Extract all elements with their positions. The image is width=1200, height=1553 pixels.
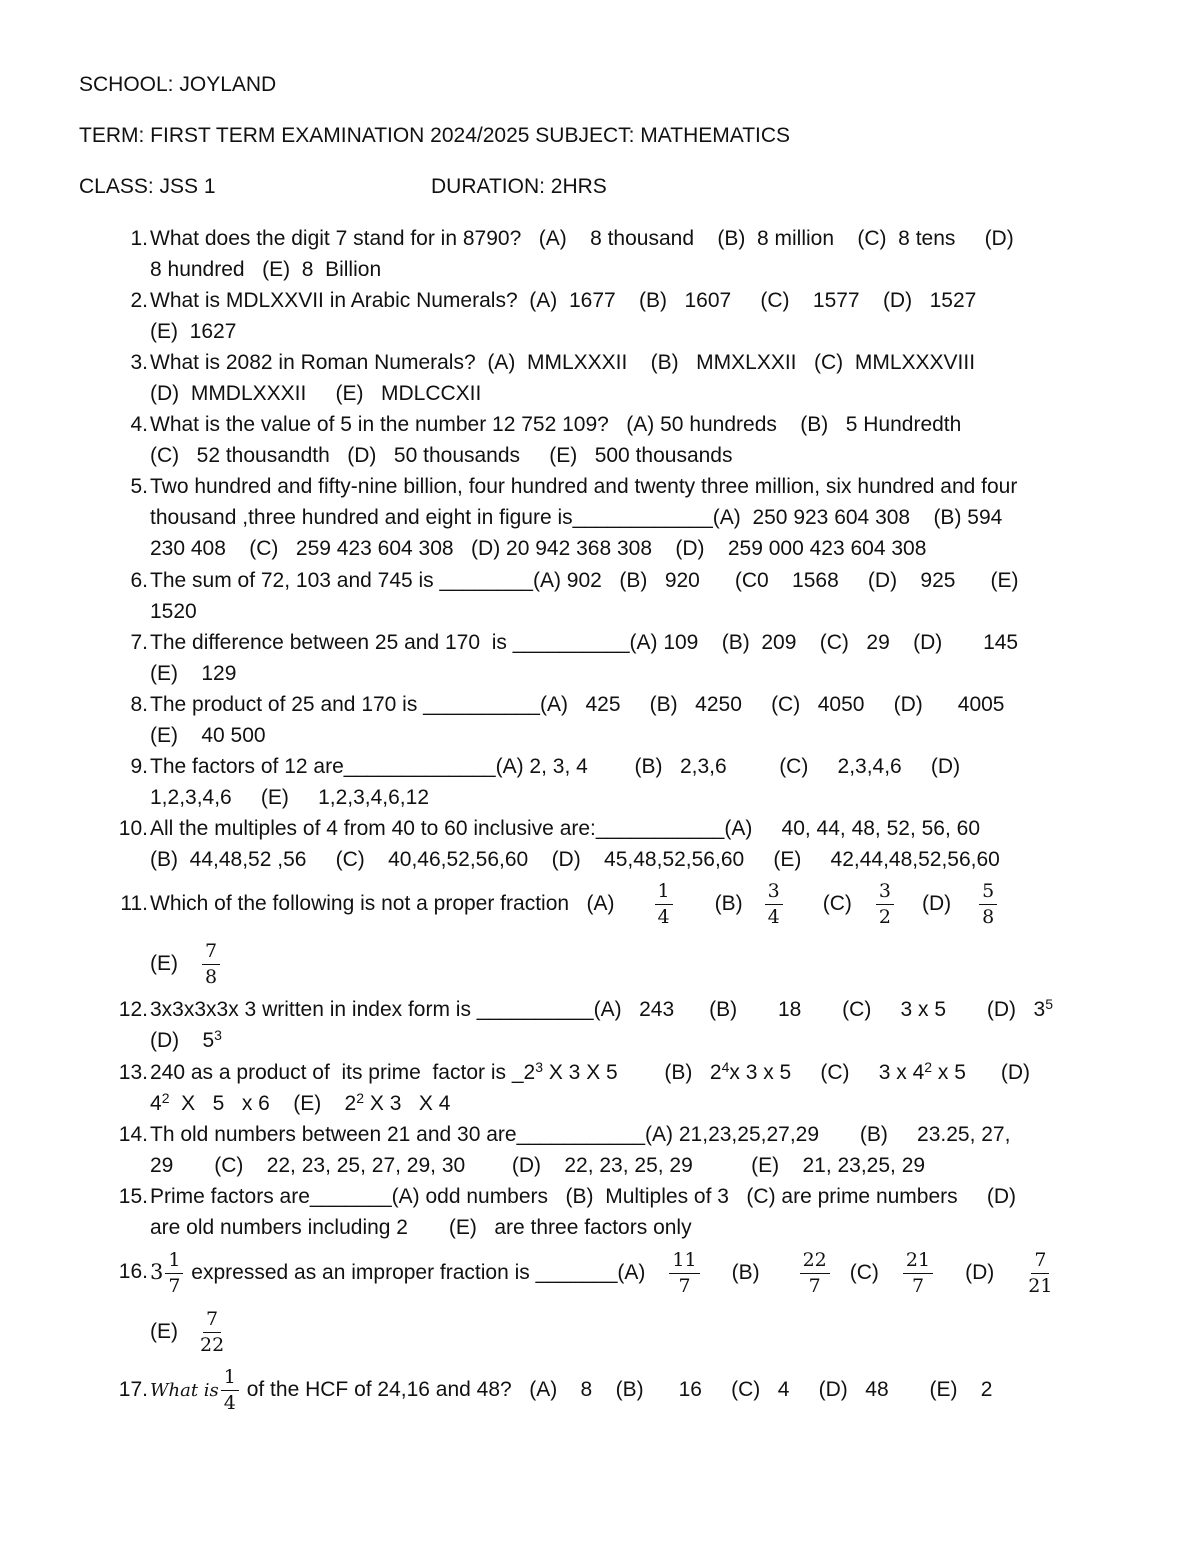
fraction: $\frac{21}{7}$ (903, 1251, 933, 1296)
question-text-line: thousand ,three hundred and eight in figure is____________(A) 250 923 604 308 (B) 594 (150, 506, 1003, 529)
question-text-line (150, 1360, 1135, 1420)
question-text-line: (E) 129 (150, 662, 237, 685)
question-text-line: Th old numbers between 21 and 30 are___________(A) 21,23,25,27,29 (B) 23.25, 27, (150, 1123, 1011, 1146)
fraction: $\frac{3}{4}$ (765, 882, 783, 927)
question-text-line (150, 1302, 1135, 1362)
question-text-line: All the multiples of 4 from 40 to 60 inclusive are:___________(A) 40, 44, 48, 52, 56, 60 (150, 817, 981, 840)
question-number: 1. (130, 227, 148, 250)
question-text-line: 1520 (150, 600, 197, 623)
question-text-line: What is the value of 5 in the number 12 752 109? (A) 50 hundreds (B) 5 Hundredth (150, 413, 962, 436)
question-lead: What is (150, 1380, 219, 1401)
question-text-line: (D) MMDLXXXII (E) MDLCCXII (150, 382, 482, 405)
fraction: $\frac{1}{4}$ (655, 882, 673, 927)
question-text-line: Two hundred and fifty-nine billion, four hundred and twenty three million, six hundred and four (150, 475, 1018, 498)
question-text-line: 3 $\frac{1}{7}$ expressed as an improper fraction is _______(A) $\frac{11}{7}$ (B) $\frac{22}{7}$ (C) $\frac{21}{7}$ (D) $\frac{7}{21}$ (150, 1248, 1053, 1297)
question-text-line: (D) $5^3$ (150, 1027, 222, 1052)
class-label: CLASS: JSS 1 (79, 175, 216, 198)
question-text-line (150, 874, 1135, 934)
duration-label: DURATION: 2HRS (431, 175, 607, 198)
fraction: $\frac{22}{7}$ (800, 1251, 830, 1296)
question-text-line: 29 (C) 22, 23, 25, 27, 29, 30 (D) 22, 23, 25, 29 (E) 21, 23,25, 29 (150, 1154, 926, 1177)
question-number: 9. (130, 755, 148, 778)
option-label: (B) (731, 1261, 760, 1284)
question-number: 5. (130, 475, 148, 498)
school-line: SCHOOL: JOYLAND (79, 73, 277, 96)
question-text-line: are old numbers including 2 (E) are three factors only (150, 1216, 692, 1239)
question-number: 11. (120, 892, 148, 915)
question-text-line: 230 408 (C) 259 423 604 308 (D) 20 942 368 308 (D) 259 000 423 604 308 (150, 537, 927, 560)
question-text-line: The product of 25 and 170 is __________(A) 425 (B) 4250 (C) 4050 (D) 4005 (150, 693, 1005, 716)
question-number: 6. (130, 569, 148, 592)
fraction: $\frac{7}{21}$ (1028, 1248, 1053, 1297)
fraction: $\frac{1}{4}$ (221, 1368, 239, 1413)
question-text-line: What does the digit 7 stand for in 8790? (A) 8 thousand (B) 8 million (C) 8 tens (D) (150, 227, 1014, 250)
question-text-line: (E) 1627 (150, 320, 237, 343)
question-text-line: 8 hundred (E) 8 Billion (150, 258, 382, 281)
question-number: 8. (130, 693, 148, 716)
class-duration-line (79, 174, 607, 200)
question-number: 16. (118, 1260, 148, 1283)
question-text-line: The factors of 12 are_____________(A) 2, 3, 4 (B) 2,3,6 (C) 2,3,4,6 (D) (150, 755, 961, 778)
question-text-line (150, 934, 1135, 994)
question-number: 10. (118, 817, 148, 840)
question-text: Which of the following is not a proper fraction (A) (150, 892, 615, 915)
question-text-line: What is MDLXXVII in Arabic Numerals? (A) 1677 (B) 1607 (C) 1577 (D) 1527 (150, 289, 977, 312)
option-label: (B) (714, 892, 743, 915)
fraction: $\frac{5}{8}$ (979, 882, 997, 927)
fraction: $\frac{7}{8}$ (202, 942, 220, 987)
question-text-line: The sum of 72, 103 and 745 is ________(A) 902 (B) 920 (C0 1568 (D) 925 (E) (150, 569, 1019, 592)
option-label: (C) (822, 892, 852, 915)
question-number: 15. (118, 1185, 148, 1208)
option-label: (D) (965, 1261, 995, 1284)
question-text-line: Prime factors are_______(A) odd numbers (B) Multiples of 3 (C) are prime numbers (D) (150, 1185, 1016, 1208)
option-label: (C) (849, 1261, 879, 1284)
fraction: $\frac{1}{7}$ (165, 1251, 183, 1296)
question-text-line: The difference between 25 and 170 is __________(A) 109 (B) 209 (C) 29 (D) 145 (150, 631, 1019, 654)
question-number: 17. (118, 1378, 148, 1401)
question-number: 12. (118, 998, 148, 1021)
option-label: (E) (150, 1320, 178, 1343)
question-text: of the HCF of 24,16 and 48? (A) 8 (B) 16 (C) 4 (D) 48 (E) 2 (240, 1378, 993, 1401)
question-text-line: (B) 44,48,52 ,56 (C) 40,46,52,56,60 (D) 45,48,52,56,60 (E) 42,44,48,52,56,60 (150, 848, 1000, 871)
question-number: 3. (130, 351, 148, 374)
question-number: 2. (130, 289, 148, 312)
question-text-line: 1,2,3,4,6 (E) 1,2,3,4,6,12 (150, 786, 429, 809)
option-label: (E) (150, 952, 178, 975)
fraction: $\frac{7}{22}$ (200, 1307, 225, 1356)
question-number: 7. (130, 631, 148, 654)
question-text: expressed as an improper fraction is _______(A) (185, 1261, 646, 1284)
term-subject-line: TERM: FIRST TERM EXAMINATION 2024/2025 SUBJECT: MATHEMATICS (79, 124, 791, 147)
question-text-line: 240 as a product of its prime factor is $\_2^3$ X 3 X 5 (B) $2^4x$ 3 x 5 (C) 3 x $4^2$ x 5 (D) (150, 1059, 1031, 1084)
question-text-line: What is 2082 in Roman Numerals? (A) MMLXXXII (B) MMXLXXII (C) MMLXXXVIII (150, 351, 976, 374)
question-number: 13. (118, 1061, 148, 1084)
question-text-line: 3x3x3x3x 3 written in index form is __________(A) 243 (B) 18 (C) 3 x 5 (D) $3^5$ (150, 996, 1053, 1021)
question-text-line: $4^2$ X 5 x 6 (E) $2^2$ X 3 X 4 (150, 1090, 451, 1115)
option-label: (D) (921, 892, 952, 915)
question-number: 14. (118, 1123, 148, 1146)
question-text-line: (E) 40 500 (150, 724, 266, 747)
question-text-line: (C) 52 thousandth (D) 50 thousands (E) 500 thousands (150, 444, 733, 467)
fraction: $\frac{3}{2}$ (876, 882, 894, 927)
fraction: $\frac{11}{7}$ (669, 1251, 699, 1296)
question-number: 4. (130, 413, 148, 436)
